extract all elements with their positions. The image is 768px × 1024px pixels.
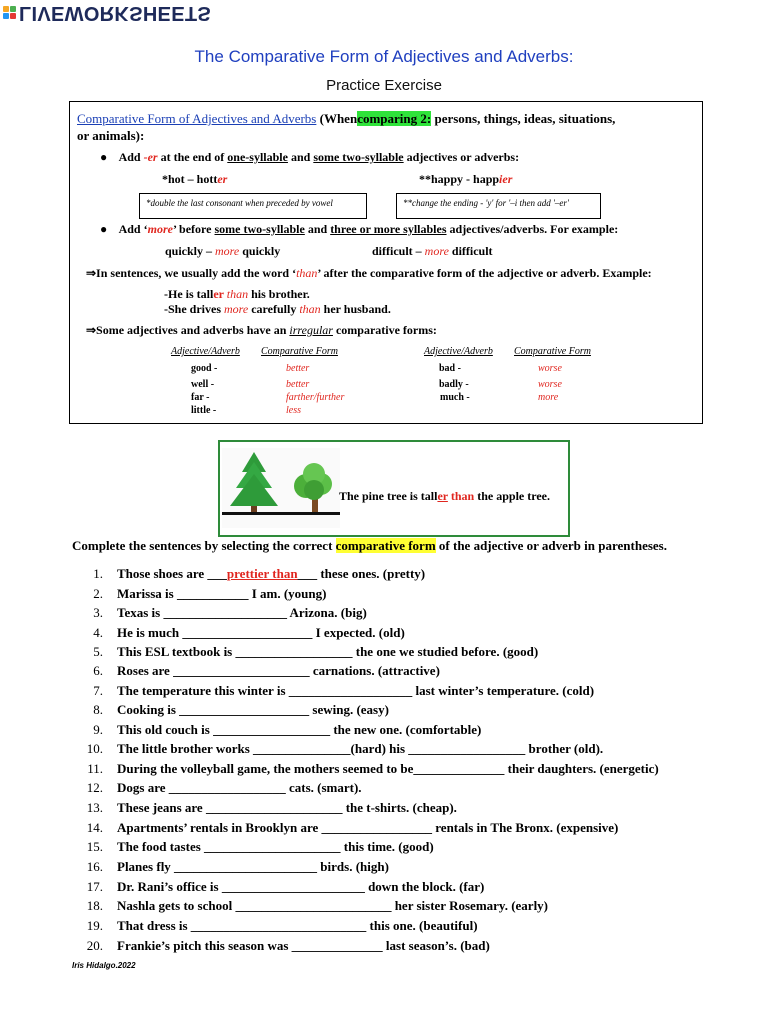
logo-text: LIVEWORKSHEETS xyxy=(19,1,211,24)
exercise-item[interactable]: Frankie’s pitch this season was ______________ last season’s. (bad) xyxy=(117,938,490,953)
exercise-number: 11. xyxy=(87,761,103,776)
exercise-number: 5. xyxy=(93,644,103,659)
exercise-number: 1. xyxy=(93,566,103,581)
exercise-item[interactable]: Planes fly ______________________ birds. (high) xyxy=(117,859,389,874)
exercise-item[interactable]: The little brother works _______________(hard) his __________________ brother (old). xyxy=(117,741,604,756)
irregular-form: better xyxy=(286,363,310,374)
example-sentence: The pine tree is taller than the apple tree. xyxy=(339,489,550,503)
exercise-number: 17. xyxy=(86,879,103,894)
exercise-number: 4. xyxy=(93,625,103,640)
table-header-adj-left: Adjective/Adverb xyxy=(171,346,240,357)
irregular-word: far - xyxy=(191,392,210,403)
comparing-highlight: comparing 2: xyxy=(357,111,432,126)
trees-illustration xyxy=(222,448,340,528)
logo-square-green xyxy=(10,6,16,12)
note-change-y: **change the ending - 'y' for '–i then add '–er' xyxy=(396,193,601,219)
exercise-number: 12. xyxy=(86,780,103,795)
exercise-item[interactable]: That dress is ___________________________ this one. (beautiful) xyxy=(117,918,478,933)
instruction-highlight: comparative form xyxy=(335,538,436,553)
page-subtitle: Practice Exercise xyxy=(326,77,442,94)
irregular-word: well - xyxy=(191,379,215,390)
example-taller: -He is taller than his brother. xyxy=(164,287,310,301)
exercise-item[interactable]: Roses are _____________________ carnations. (attractive) xyxy=(117,663,440,678)
exercise-number: 13. xyxy=(86,800,103,815)
exercise-item[interactable]: The food tastes _____________________ this time. (good) xyxy=(117,839,434,854)
irregular-form: worse xyxy=(538,379,562,390)
liveworksheets-logo[interactable] xyxy=(3,1,211,23)
exercise-number: 3. xyxy=(93,605,103,620)
irregular-form: worse xyxy=(538,363,562,374)
exercise-item[interactable]: Nashla gets to school ________________________ her sister Rosemary. (early) xyxy=(117,898,549,913)
bullet-1: ● Add -er at the end of one-syllable and some two-syllable adjectives or adverbs: xyxy=(100,150,520,164)
exercise-item[interactable]: Marissa is ___________ I am. (young) xyxy=(117,586,327,601)
bullet-dot-icon: ● xyxy=(100,222,108,236)
exercise-number: 10. xyxy=(86,741,103,756)
irregular-word: badly - xyxy=(439,379,469,390)
irregular-word: little - xyxy=(191,405,217,416)
page-title: The Comparative Form of Adjectives and Adverbs: xyxy=(194,47,574,66)
note-double-consonant: *double the last consonant when preceded by vowel xyxy=(139,193,367,219)
irregular-word: much - xyxy=(440,392,470,403)
example-difficult: difficult – more difficult xyxy=(372,244,493,258)
logo-squares-icon xyxy=(3,6,16,19)
logo-square-blue xyxy=(3,13,9,19)
table-header-comp-left: Comparative Form xyxy=(261,346,338,357)
exercise-item[interactable]: He is much ____________________ I expected. (old) xyxy=(117,625,405,640)
rules-heading-link[interactable]: Comparative Form of Adjectives and Adverbs xyxy=(77,111,317,126)
example-drives: -She drives more carefully than her husband. xyxy=(164,302,391,316)
exercise-item[interactable]: Apartments’ rentals in Brooklyn are _________________ rentals in The Bronx. (expensive) xyxy=(117,820,619,835)
table-header-adj-right: Adjective/Adverb xyxy=(424,346,493,357)
exercise-number: 19. xyxy=(86,918,103,933)
exercise-number: 9. xyxy=(93,722,103,737)
table-header-comp-right: Comparative Form xyxy=(514,346,591,357)
instruction: Complete the sentences by selecting the correct comparative form of the adjective or adverb in parentheses. xyxy=(72,538,667,553)
logo-square-orange xyxy=(3,6,9,12)
example-happy: **happy - happier xyxy=(419,172,513,186)
footer-credit: Iris Hidalgo.2022 xyxy=(72,961,136,970)
rules-heading-line2: or animals): xyxy=(77,128,145,143)
bullet-2: ● Add ‘more’ before some two-syllable and three or more syllables adjectives/adverbs. For example: xyxy=(100,222,619,236)
exercise-item[interactable]: These jeans are _____________________ the t-shirts. (cheap). xyxy=(117,800,457,815)
exercise-number: 15. xyxy=(86,839,103,854)
exercise-item[interactable]: During the volleyball game, the mothers seemed to be______________ their daughters. (energetic) xyxy=(117,761,659,776)
exercise-item[interactable]: Texas is ___________________ Arizona. (big) xyxy=(117,605,367,620)
exercise-item[interactable]: Those shoes are ___prettier than___ these ones. (pretty) xyxy=(117,566,426,581)
exercise-number: 2. xyxy=(93,586,103,601)
rules-box xyxy=(69,101,703,424)
irregular-rule: ⇒Some adjectives and adverbs have an irregular comparative forms: xyxy=(86,323,437,337)
irregular-word: bad - xyxy=(439,363,461,374)
exercise-number: 18. xyxy=(86,898,103,913)
bullet-dot-icon: ● xyxy=(100,150,108,164)
than-rule: ⇒In sentences, we usually add the word ‘than’ after the comparative form of the adjective or adverb. Example: xyxy=(86,266,652,280)
exercise-number: 8. xyxy=(93,702,103,717)
exercise-item[interactable]: This old couch is __________________ the new one. (comfortable) xyxy=(117,722,482,737)
exercise-item[interactable]: Dogs are __________________ cats. (smart). xyxy=(117,780,362,795)
logo-square-red xyxy=(10,13,16,19)
exercise-item[interactable]: Dr. Rani’s office is ______________________ down the block. (far) xyxy=(117,879,485,894)
irregular-form: farther/further xyxy=(286,392,345,403)
exercise-number: 6. xyxy=(93,663,103,678)
exercise-number: 7. xyxy=(93,683,103,698)
irregular-form: better xyxy=(286,379,310,390)
exercise-item[interactable]: This ESL textbook is __________________ the one we studied before. (good) xyxy=(117,644,539,659)
exercise-item[interactable]: Cooking is ____________________ sewing. (easy) xyxy=(117,702,389,717)
example-hot: *hot – hotter xyxy=(162,172,228,186)
exercise-number: 20. xyxy=(86,938,103,953)
exercise-number: 14. xyxy=(86,820,103,835)
exercise-answer: prettier than xyxy=(226,566,298,581)
exercise-number: 16. xyxy=(86,859,103,874)
irregular-form: more xyxy=(538,392,559,403)
example-box xyxy=(218,440,570,537)
exercise-item[interactable]: The temperature this winter is ___________________ last winter’s temperature. (cold) xyxy=(117,683,595,698)
irregular-form: less xyxy=(286,405,301,416)
example-quickly: quickly – more quickly xyxy=(165,244,281,258)
irregular-word: good - xyxy=(191,363,218,374)
rules-heading: Comparative Form of Adjectives and Adverbs (Whencomparing 2: persons, things, ideas, situations, xyxy=(77,111,616,126)
